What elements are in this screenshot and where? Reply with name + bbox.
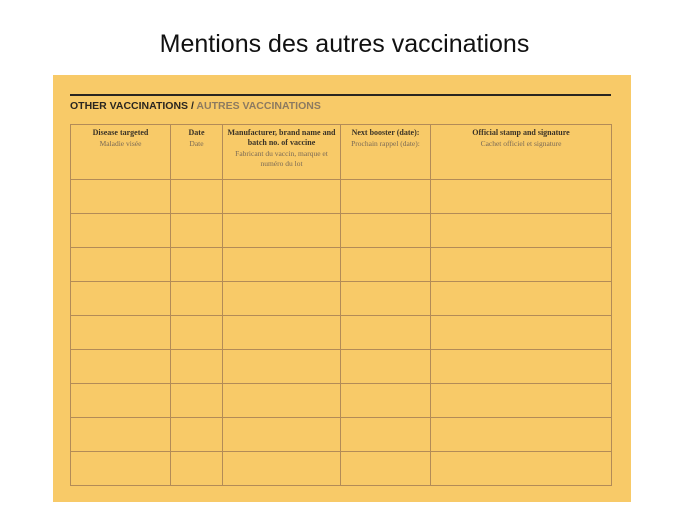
table-cell[interactable] xyxy=(431,452,612,486)
table-cell[interactable] xyxy=(341,384,431,418)
table-cell[interactable] xyxy=(171,316,223,350)
table-cell[interactable] xyxy=(223,384,341,418)
table-cell[interactable] xyxy=(71,214,171,248)
vaccinations-table xyxy=(70,124,612,486)
table-cell[interactable] xyxy=(431,180,612,214)
vaccination-card xyxy=(53,75,631,502)
table-cell[interactable] xyxy=(223,452,341,486)
table-cell[interactable] xyxy=(341,350,431,384)
table-cell[interactable] xyxy=(71,248,171,282)
table-row xyxy=(71,180,612,214)
table-cell[interactable] xyxy=(223,282,341,316)
table-cell[interactable] xyxy=(171,384,223,418)
table-cell[interactable] xyxy=(431,316,612,350)
table-cell[interactable] xyxy=(171,180,223,214)
table-cell[interactable] xyxy=(171,350,223,384)
table-cell[interactable] xyxy=(171,248,223,282)
table-cell[interactable] xyxy=(341,214,431,248)
table-cell[interactable] xyxy=(223,350,341,384)
table-row xyxy=(71,214,612,248)
table-cell[interactable] xyxy=(171,452,223,486)
column-header-manufacturer xyxy=(223,125,341,180)
header-rule xyxy=(70,94,611,96)
table-row xyxy=(71,248,612,282)
slide-title: Mentions des autres vaccinations xyxy=(159,30,530,58)
table-cell[interactable] xyxy=(171,418,223,452)
column-header-french: Cachet officiel et signature xyxy=(480,139,562,148)
table-cell[interactable] xyxy=(71,452,171,486)
table-cell[interactable] xyxy=(223,214,341,248)
card-heading-separator: / xyxy=(188,100,197,112)
table-cell[interactable] xyxy=(171,214,223,248)
column-header-french: Maladie visée xyxy=(99,139,142,148)
table-cell[interactable] xyxy=(223,248,341,282)
table-cell[interactable] xyxy=(341,418,431,452)
table-cell[interactable] xyxy=(431,248,612,282)
card-heading-french: AUTRES VACCINATIONS xyxy=(196,100,321,112)
table-cell[interactable] xyxy=(171,282,223,316)
table-cell[interactable] xyxy=(223,316,341,350)
column-header-date xyxy=(171,125,223,180)
table-cell[interactable] xyxy=(223,418,341,452)
table-cell[interactable] xyxy=(431,418,612,452)
table-row xyxy=(71,452,612,486)
table-cell[interactable] xyxy=(341,316,431,350)
column-header-french: Date xyxy=(189,139,204,148)
table-cell[interactable] xyxy=(431,350,612,384)
table-cell[interactable] xyxy=(223,180,341,214)
table-cell[interactable] xyxy=(71,180,171,214)
table-row xyxy=(71,282,612,316)
column-header-french: Fabricant du vaccin, marque et numéro du lot xyxy=(235,149,328,168)
table-cell[interactable] xyxy=(341,282,431,316)
table-header-row xyxy=(71,125,612,180)
table-cell[interactable] xyxy=(431,214,612,248)
column-header-french: Prochain rappel (date): xyxy=(351,139,420,148)
table-cell[interactable] xyxy=(71,350,171,384)
table-cell[interactable] xyxy=(71,316,171,350)
card-heading xyxy=(70,100,321,112)
column-header-next-booster xyxy=(341,125,431,180)
card-heading-english: OTHER VACCINATIONS xyxy=(70,100,189,112)
column-header-english: Next booster (date): xyxy=(351,128,420,137)
column-header-english: Manufacturer, brand name and batch no. of vaccine xyxy=(227,128,336,147)
column-header-english: Official stamp and signature xyxy=(472,128,570,137)
table-cell[interactable] xyxy=(71,282,171,316)
table-cell[interactable] xyxy=(341,452,431,486)
table-cell[interactable] xyxy=(431,384,612,418)
table-cell[interactable] xyxy=(341,248,431,282)
table-cell[interactable] xyxy=(431,282,612,316)
table-row xyxy=(71,350,612,384)
column-header-stamp xyxy=(431,125,612,180)
table-row xyxy=(71,418,612,452)
table-row xyxy=(71,316,612,350)
table-cell[interactable] xyxy=(71,418,171,452)
table-row xyxy=(71,384,612,418)
table-cell[interactable] xyxy=(341,180,431,214)
table-cell[interactable] xyxy=(71,384,171,418)
column-header-disease xyxy=(71,125,171,180)
column-header-english: Date xyxy=(188,128,205,137)
column-header-english: Disease targeted xyxy=(92,128,149,137)
